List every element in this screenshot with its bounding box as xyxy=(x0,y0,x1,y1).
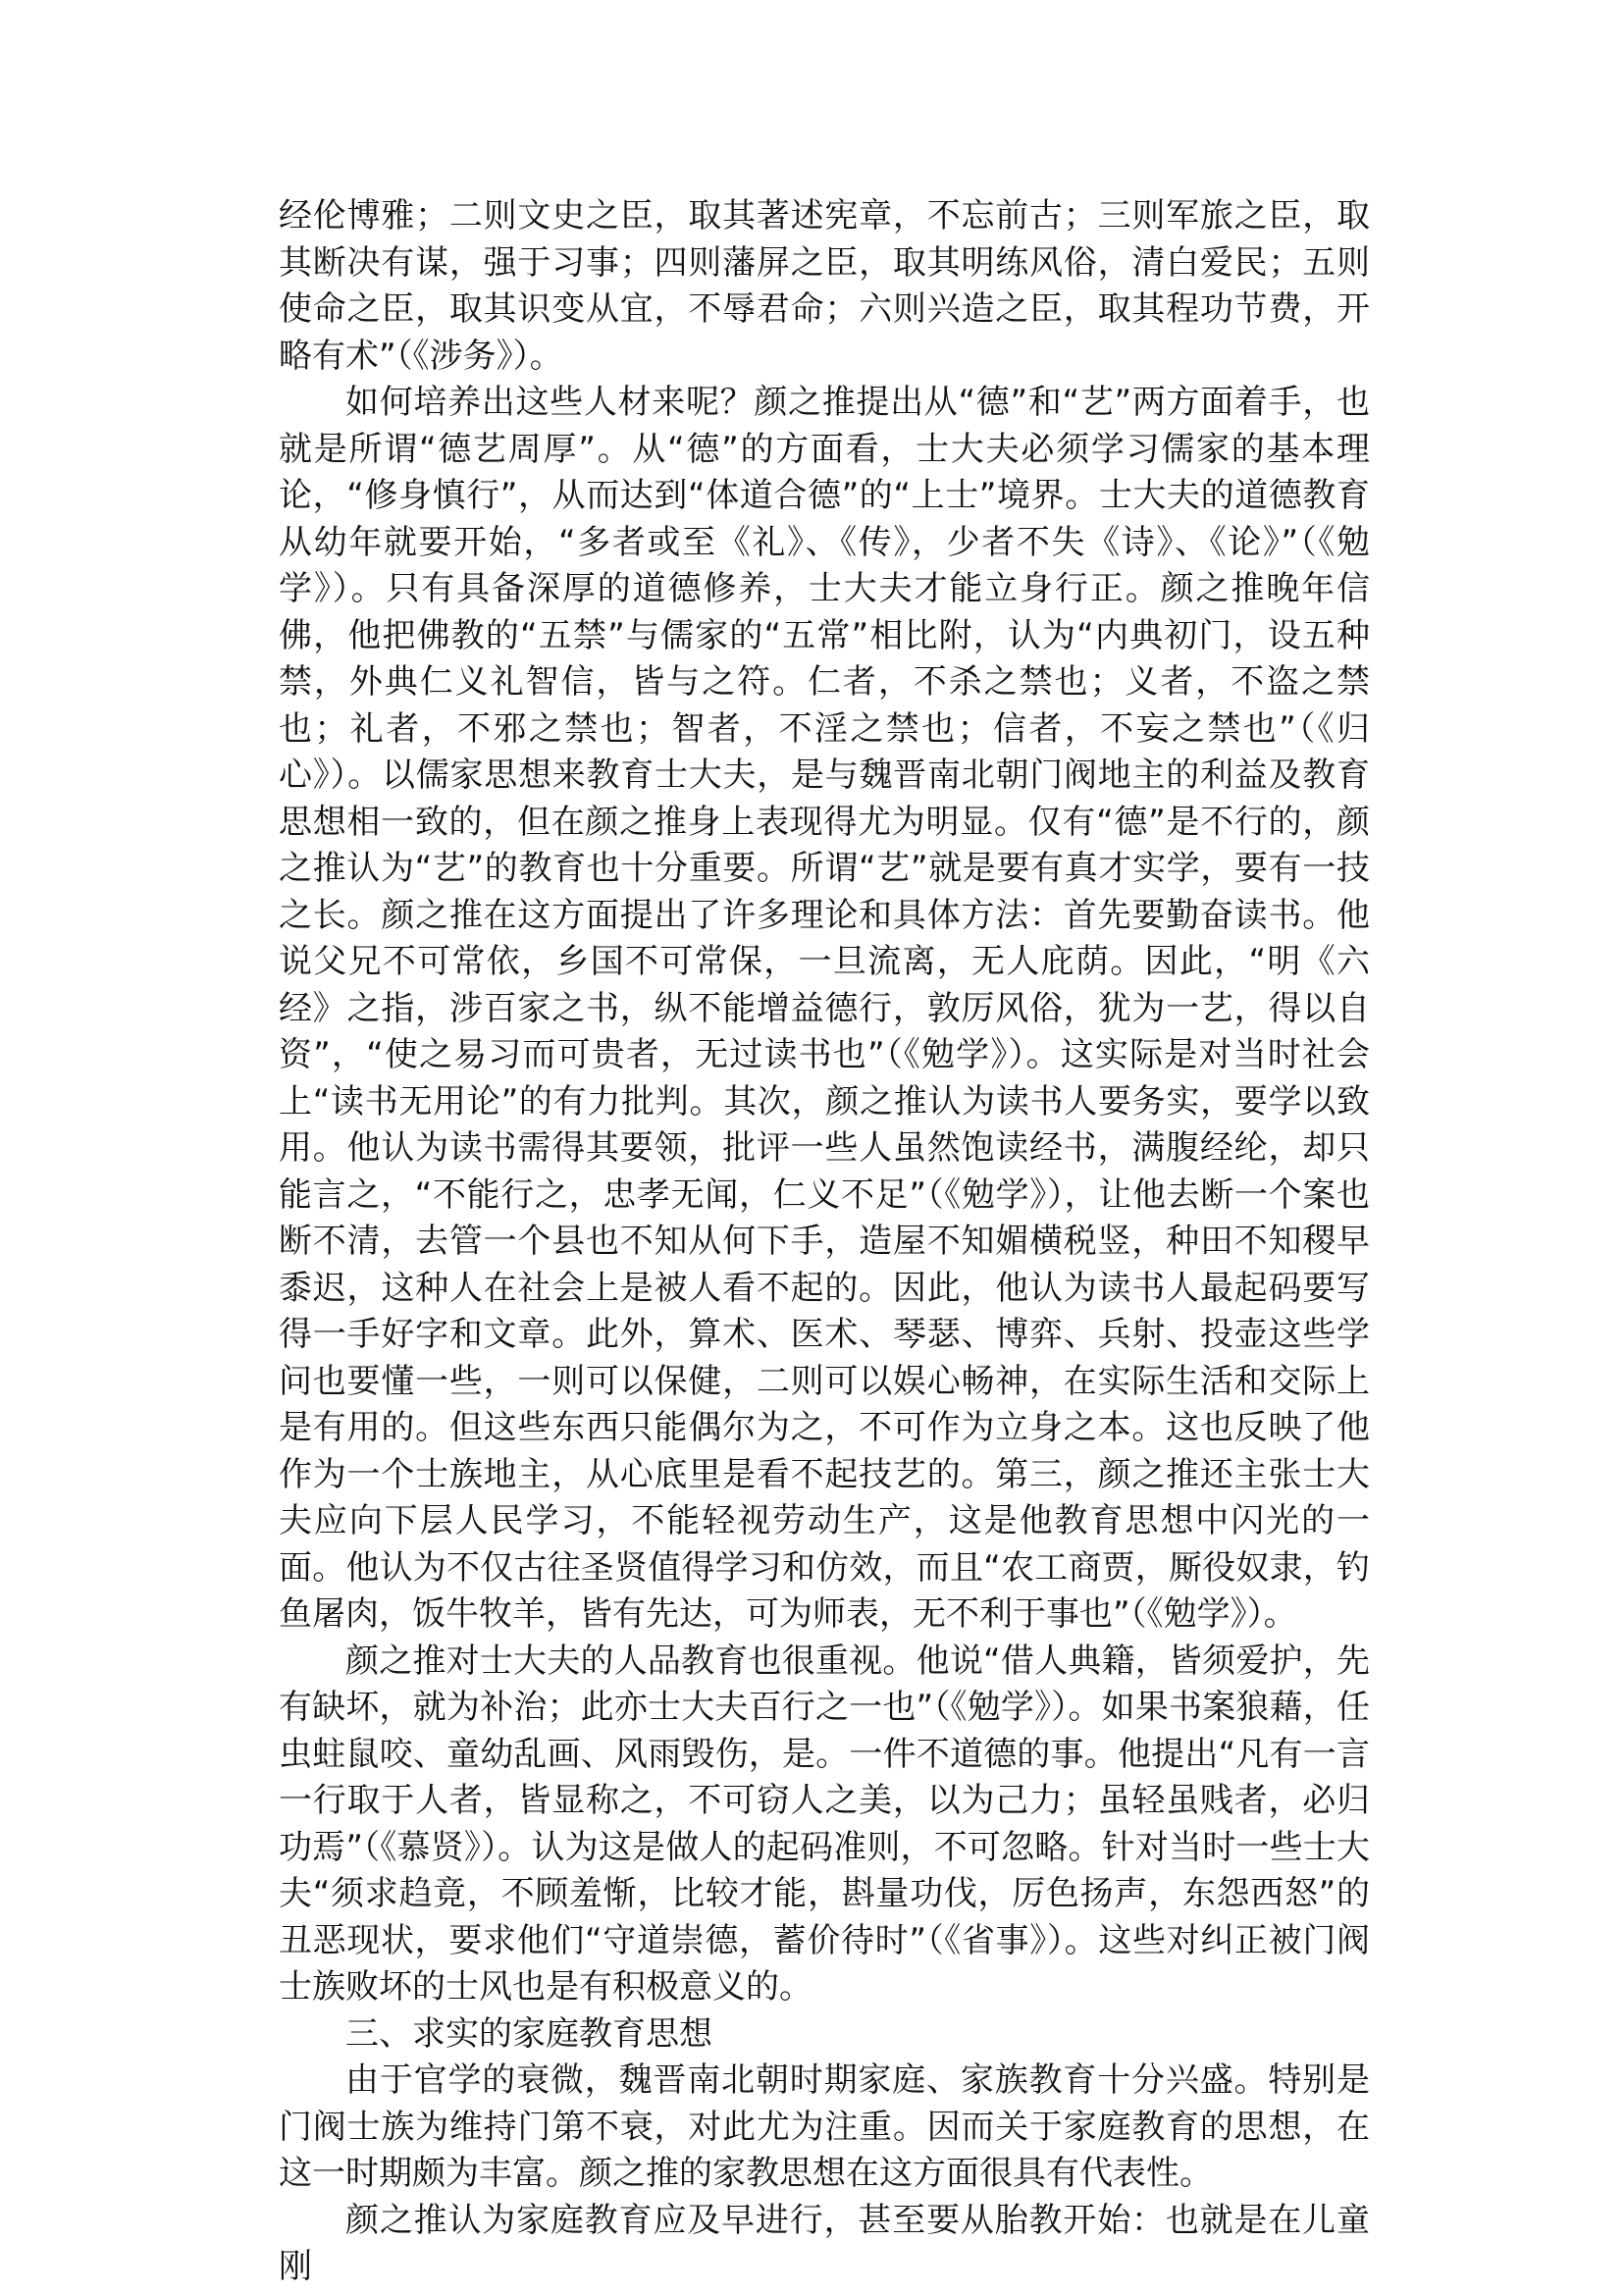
section-heading: 三、求实的家庭教育思想 xyxy=(345,2013,712,2054)
document-page xyxy=(279,193,1370,2291)
paragraph-continued: 经伦博雅；二则文史之臣，取其著述宪章，不忘前古；三则军旅之臣，取其断决有谋，强于习事；四则藩屏之臣，取其明练风俗，清白爱民；五则使命之臣，取其识变从宜，不辱君命；六则兴造之臣，取其程功节费，开略有术”（《涉务》）。 xyxy=(279,196,1370,376)
paragraph-character-education: 颜之推对士大夫的人品教育也很重视。他说“借人典籍，皆须爱护，先有缺坏，就为补治；此亦士大夫百行之一也”（《勉学》）。如果书案狼藉，任虫蛀鼠咬、童幼乱画、风雨毁伤，是。一件不道德的事。他提出“凡有一言一行取于人者，皆显称之，不可窃人之美，以为己力；虽轻虽贱者，必归功焉”（《慕贤》）。认为这是做人的起码准则，不可忽略。针对当时一些士大夫“须求趋竟，不顾羞惭，比较才能，斟量功伐，厉色扬声，东怨西怒”的丑恶现状，要求他们“守道崇德，蓄价待时”（《省事》）。这些对纠正被门阀士族败坏的士风也是有积极意义的。 xyxy=(279,1641,1370,2007)
paragraph-early-education: 颜之推认为家庭教育应及早进行，甚至要从胎教开始：也就是在儿童刚 xyxy=(279,2200,1370,2286)
paragraph-moral-and-art-education: 如何培养出这些人材来呢？颜之推提出从“德”和“艺”两方面着手，也就是所谓“德艺周厚”。从“德”的方面看，士大夫必须学习儒家的基本理论，“修身慎行”，从而达到“体道合德”的“上士”境界。士大夫的道德教育从幼年就要开始，“多者或至《礼》、《传》，少者不失《诗》、《论》”（《勉学》）。只有具备深厚的道德修养，士大夫才能立身行正。颜之推晚年信佛，他把佛教的“五禁”与儒家的“五常”相比附，认为“内典初门，设五种禁，外典仁义礼智信，皆与之符。仁者，不杀之禁也；义者，不盗之禁也；礼者，不邪之禁也；智者，不淫之禁也；信者，不妄之禁也”（《归心》）。以儒家思想来教育士大夫，是与魏晋南北朝门阀地主的利益及教育思想相一致的，但在颜之推身上表现得尤为明显。仅有“德”是不行的，颜之推认为“艺”的教育也十分重要。所谓“艺”就是要有真才实学，要有一技之长。颜之推在这方面提出了许多理论和具体方法：首先要勤奋读书。他说父兄不可常依，乡国不可常保，一旦流离，无人庇荫。因此，“明《六经》之指，涉百家之书，纵不能增益德行，敦厉风俗，犹为一艺，得以自资”，“使之易习而可贵者，无过读书也”（《勉学》）。这实际是对当时社会上“读书无用论”的有力批判。其次，颜之推认为读书人要务实，要学以致用。他认为读书需得其要领，批评一些人虽然饱读经书，满腹经纶，却只能言之，“不能行之，忠孝无闻，仁义不足”（《勉学》），让他去断一个案也断不清，去管一个县也不知从何下手，造屋不知媚横税竖，种田不知稷早黍迟，这种人在社会上是被人看不起的。因此，他认为读书人最起码要写得一手好字和文章。此外，算术、医术、琴瑟、博弈、兵射、投壶这些学问也要懂一些，一则可以保健，二则可以娱心畅神，在实际生活和交际上是有用的。但这些东西只能偶尔为之，不可作为立身之本。这也反映了他作为一个士族地主，从心底里是看不起技艺的。第三，颜之推还主张士大夫应向下层人民学习，不能轻视劳动生产，这是他教育思想中闪光的一面。他认为不仅古往圣贤值得学习和仿效，而且“农工商贾，厮役奴隶，钓鱼屠肉，饭牛牧羊，皆有先达，可为师表，无不利于事也”（《勉学》）。 xyxy=(279,383,1370,1634)
paragraph-family-education-intro: 由于官学的衰微，魏晋南北朝时期家庭、家族教育十分兴盛。特别是门阀士族为维持门第不衰，对此尤为注重。因而关于家庭教育的思想，在这一时期颇为丰富。颜之推的家教思想在这方面很具有代表性。 xyxy=(279,2060,1370,2193)
